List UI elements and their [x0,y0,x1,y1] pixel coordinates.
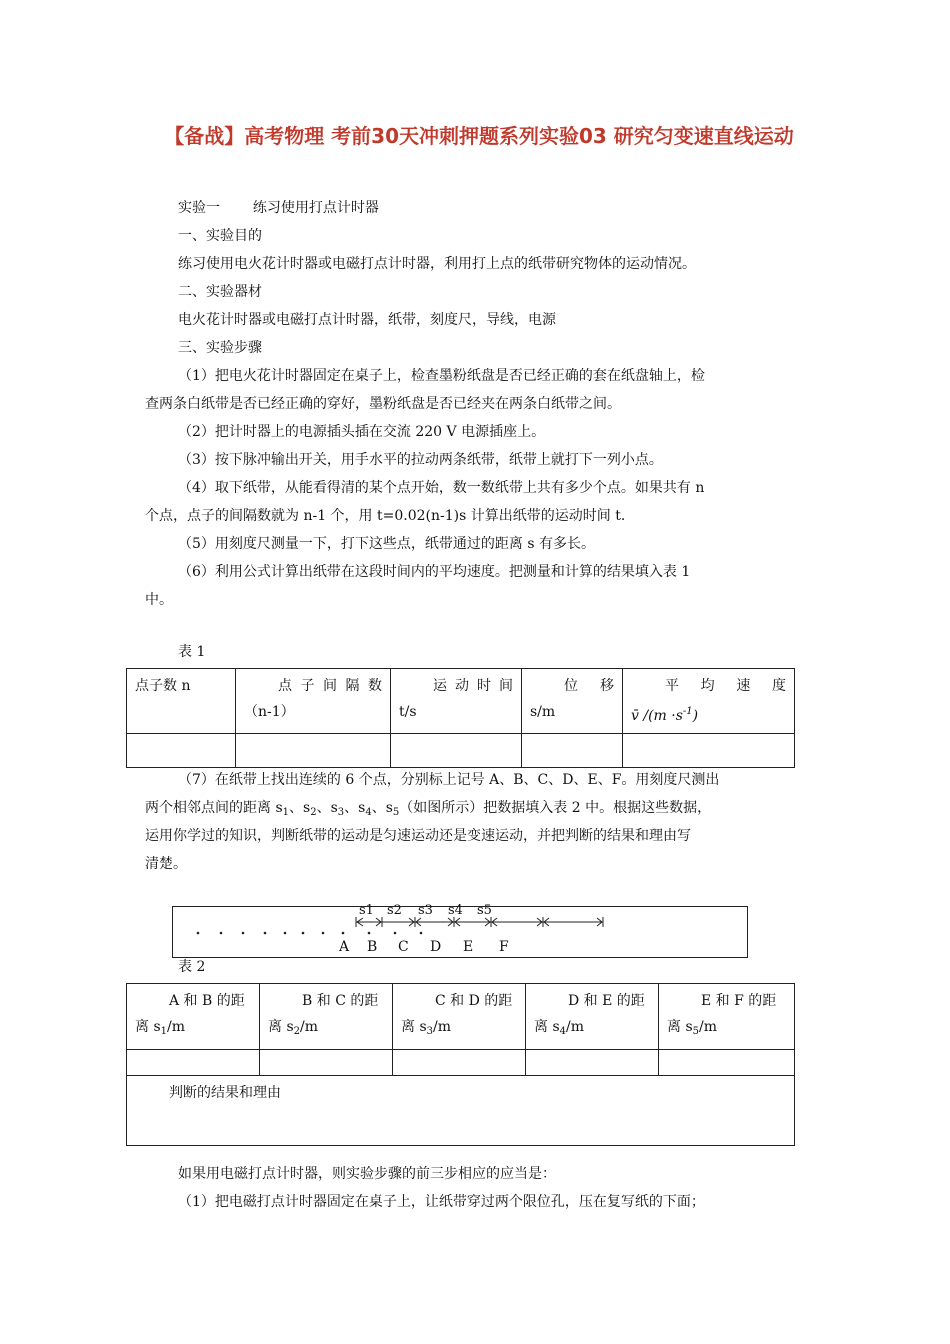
tape-diagram [172,903,748,958]
step-7-line-d: 清楚。 [145,856,187,872]
document-title: 【备战】高考物理 考前30天冲刺押题系列实验03 研究匀变速直线运动 [164,124,794,148]
electromagnetic-step-1: （1）把电磁打点计时器固定在桌子上，让纸带穿过两个限位孔，压在复写纸的下面； [178,1194,705,1210]
table1-header-velocity: 平 均 速 度 v̄ $/(m \cdot s^{-1})$ [623,669,795,734]
point-D: D [430,939,442,955]
label-s5: s5 [477,903,492,918]
point-E: E [463,939,474,955]
step-1-line-b: 查两条白纸带是否已经正确的穿好，墨粉纸盘是否已经夹在两条白纸带之间。 [145,396,621,412]
step-7-line-b: 两个相邻点间的距离 $s_1$、$s_2$、$s_3$、$s_4$、$s_5$（如图所示）把数据填入表 2 中。根据这些数据， [145,800,712,818]
table1-header-intervals: 点子间隔数 （n-1） [236,669,391,734]
step-6-line-b: 中。 [145,592,173,608]
table1-cell[interactable] [623,734,795,768]
steps-heading: 三、实验步骤 [178,340,262,356]
table1-cell[interactable] [127,734,236,768]
step-5: （5）用刻度尺测量一下，打下这些点，纸带通过的距离 s 有多长。 [178,536,595,552]
table2-cell[interactable] [526,1050,659,1076]
tape-dot [420,932,423,935]
table2-cell[interactable] [393,1050,526,1076]
electromagnetic-intro: 如果用电磁打点计时器，则实验步骤的前三步相应的应当是： [178,1166,556,1182]
table2-header-bc: B 和 C 的距 离 $s_2/m$ [260,984,393,1050]
tape-dot [197,932,200,935]
step-2: （2）把计时器上的电源插头插在交流 220 V 电源插座上。 [178,424,546,440]
tape-dot [284,932,287,935]
step-4-line-b: 个点，点子的间隔数就为 n-1 个，用 t=0.02(n-1)s 计算出纸带的运动时间 t. [145,508,626,524]
tape-dot [394,932,397,935]
tape-dot [368,932,371,935]
table1-cell[interactable] [522,734,623,768]
tape-dot [302,932,305,935]
purpose-heading: 一、实验目的 [178,228,262,244]
table2 [126,983,795,1146]
label-s2: s2 [387,903,402,918]
tape-dot [264,932,267,935]
tape-dots [197,932,423,935]
point-B: B [367,939,378,955]
purpose-text: 练习使用电火花计时器或电磁打点计时器，利用打上点的纸带研究物体的运动情况。 [178,256,696,272]
tape-dot [322,932,325,935]
table2-cell[interactable] [659,1050,795,1076]
table2-header-cd: C 和 D 的距 离 $s_3/m$ [393,984,526,1050]
tape-dot [342,932,345,935]
table1-caption: 表 1 [178,644,206,660]
table1-header-points: 点子数 n [127,669,236,734]
table1-header-displacement: 位 移 s/m [522,669,623,734]
table2-cell[interactable] [260,1050,393,1076]
point-F: F [499,939,509,955]
point-C: C [398,939,409,955]
table2-caption: 表 2 [178,959,206,975]
tape-dot [220,932,223,935]
step-3: （3）按下脉冲输出开关，用手水平的拉动两条纸带，纸带上就打下一列小点。 [178,452,663,468]
table2-header-ab: A 和 B 的距 离 $s_1/m$ [127,984,260,1050]
section-heading [178,198,379,218]
table2-header-de: D 和 E 的距 离 $s_4/m$ [526,984,659,1050]
tape-dot [242,932,245,935]
table1-cell[interactable] [391,734,522,768]
step-6-line-a: （6）利用公式计算出纸带在这段时间内的平均速度。把测量和计算的结果填入表 1 [178,564,691,580]
point-A: A [339,939,350,955]
label-s1: s1 [359,903,374,918]
label-s3: s3 [418,903,433,918]
step-7-line-a: （7）在纸带上找出连续的 6 个点，分别标上记号 A、B、C、D、E、F。用刻度尺测出 [178,772,720,788]
equipment-heading: 二、实验器材 [178,284,262,300]
step-7-line-c: 运用你学过的知识，判断纸带的运动是匀速运动还是变速运动，并把判断的结果和理由写 [145,828,691,844]
section-number: 实验一 [178,200,220,216]
section-name: 练习使用打点计时器 [252,200,379,216]
label-s4: s4 [448,903,463,918]
table2-cell[interactable] [127,1050,260,1076]
table2-judgment-cell[interactable]: 判断的结果和理由 [127,1076,795,1146]
table1 [126,668,795,768]
measure-segments [356,917,603,927]
equipment-text: 电火花计时器或电磁打点计时器，纸带，刻度尺，导线，电源 [178,312,556,328]
step-4-line-a: （4）取下纸带，从能看得清的某个点开始，数一数纸带上共有多少个点。如果共有 n [178,480,705,496]
table1-header-time: 运动时间 t/s [391,669,522,734]
table2-header-ef: E 和 F 的距 离 $s_5/m$ [659,984,795,1050]
table1-cell[interactable] [236,734,391,768]
step-1-line-a: （1）把电火花计时器固定在桌子上，检查墨粉纸盘是否已经正确的套在纸盘轴上，检 [178,368,705,384]
